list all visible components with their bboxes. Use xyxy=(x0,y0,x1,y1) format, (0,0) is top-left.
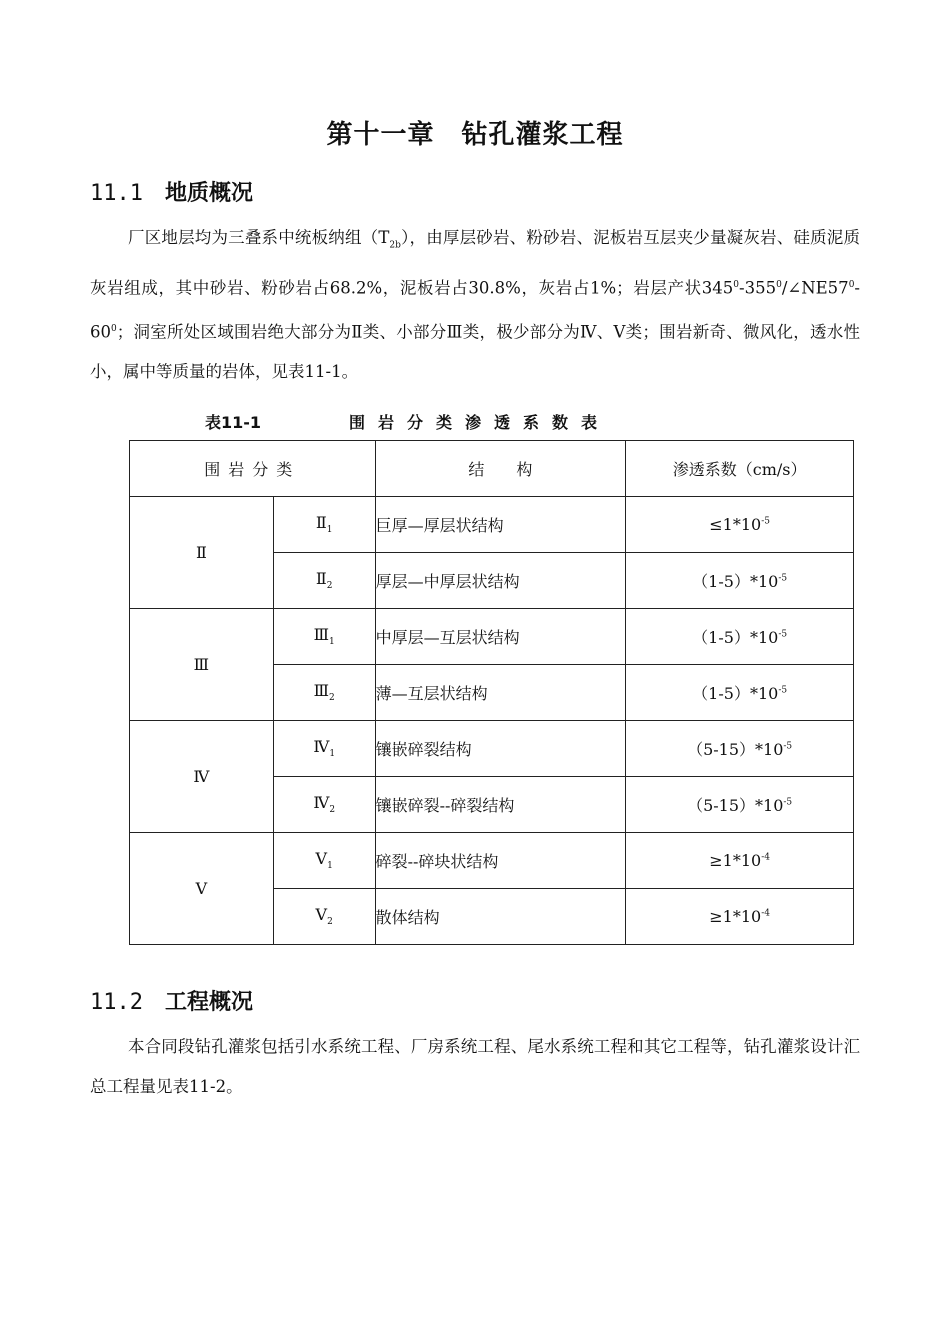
section-heading-11-2 xyxy=(90,985,253,1016)
coefficient-cell: $(1-5)*10^{-5}$ xyxy=(626,665,854,721)
subclass-cell: $Ⅴ_2$ xyxy=(273,889,375,945)
coefficient-cell: $(1-5)*10^{-5}$ xyxy=(626,609,854,665)
table-row xyxy=(130,833,854,889)
structure-cell: 厚层—中厚层状结构 xyxy=(375,553,626,609)
coefficient-cell: $(1-5)*10^{-5}$ xyxy=(626,553,854,609)
structure-cell: 镶嵌碎裂结构 xyxy=(375,721,626,777)
table-row xyxy=(130,721,854,777)
subclass-cell: $Ⅲ_1$ xyxy=(273,609,375,665)
structure-cell: 中厚层—互层状结构 xyxy=(375,609,626,665)
section-number: 11.1 xyxy=(90,181,143,206)
table-header-row xyxy=(130,441,854,497)
coefficient-cell: $\ge 1*10^{-4}$ xyxy=(626,889,854,945)
permeability-table xyxy=(129,440,854,945)
subclass-cell: $Ⅱ_2$ xyxy=(273,553,375,609)
structure-cell: 碎裂--碎块状结构 xyxy=(375,833,626,889)
header-coefficient: 渗透系数（cm/s） xyxy=(626,441,854,497)
section-number: 11.2 xyxy=(90,990,143,1015)
section-title: 工程概况 xyxy=(164,990,253,1015)
table-caption-number: 表11-1 xyxy=(205,413,262,432)
section-title: 地质概况 xyxy=(164,181,253,206)
class-cell: Ⅳ xyxy=(130,721,274,833)
chapter-title: 第十一章 钻孔灌浆工程 xyxy=(326,120,624,150)
subclass-cell: $Ⅳ_1$ xyxy=(273,721,375,777)
structure-cell: 薄—互层状结构 xyxy=(375,665,626,721)
subclass-cell: $Ⅲ_2$ xyxy=(273,665,375,721)
table-caption xyxy=(205,410,610,433)
class-cell: Ⅲ xyxy=(130,609,274,721)
header-structure: 结 构 xyxy=(375,441,626,497)
table-caption-title: 围岩分类渗透系数表 xyxy=(349,413,611,432)
structure-cell: 镶嵌碎裂--碎裂结构 xyxy=(375,777,626,833)
structure-cell: 巨厚—厚层状结构 xyxy=(375,497,626,553)
coefficient-cell: $(5-15)*10^{-5}$ xyxy=(626,721,854,777)
class-cell: Ⅴ xyxy=(130,833,274,945)
class-cell: Ⅱ xyxy=(130,497,274,609)
structure-cell: 散体结构 xyxy=(375,889,626,945)
coefficient-cell: $(5-15)*10^{-5}$ xyxy=(626,777,854,833)
header-rock-class: 围岩分类 xyxy=(130,441,376,497)
coefficient-cell: $\le 1*10^{-5}$ xyxy=(626,497,854,553)
subclass-cell: $Ⅴ_1$ xyxy=(273,833,375,889)
subclass-cell: $Ⅱ_1$ xyxy=(273,497,375,553)
project-overview-paragraph: 本合同段钻孔灌浆包括引水系统工程、厂房系统工程、尾水系统工程和其它工程等，钻孔灌浆设计汇总工程量见表11-2。 xyxy=(90,1037,860,1096)
table-row xyxy=(130,497,854,553)
section-heading-11-1 xyxy=(90,176,253,207)
subclass-cell: $Ⅳ_2$ xyxy=(273,777,375,833)
table-row xyxy=(130,609,854,665)
coefficient-cell: $\ge 1*10^{-4}$ xyxy=(626,833,854,889)
geology-paragraph: 厂区地层均为三叠系中统板纳组$(T_{2b})$，由厚层砂岩、粉砂岩、泥板岩互层夹少量凝灰岩、硅质泥质灰岩组成，其中砂岩、粉砂岩占68.2%，泥板岩占30.8%，灰岩占1%；岩层产状$345^0-355^0/\angle NE57^0-60^0$；洞室所处区域围岩绝大部分为Ⅱ类、小部分Ⅲ类，极少部分为Ⅳ、Ⅴ类；围岩新奇、微风化，透水性小，属中等质量的岩体，见表11-1。 xyxy=(90,228,861,382)
